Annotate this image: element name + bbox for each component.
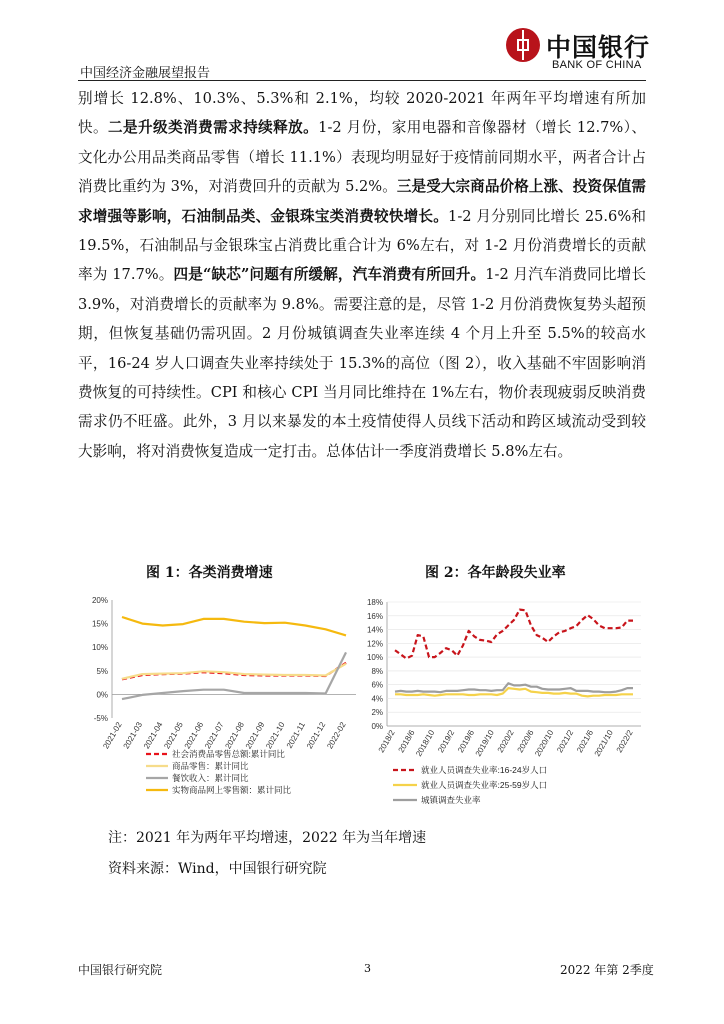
y-tick-label: 15% [91, 619, 108, 629]
x-tick-label: 2021-06 [182, 720, 206, 751]
x-tick-label: 2021-09 [243, 720, 267, 751]
chart-consumption-growth [86, 590, 366, 812]
legend-label: 城镇调查失业率 [421, 795, 481, 805]
legend-label: 餐饮收入：累计同比 [172, 773, 249, 783]
series-line [395, 610, 633, 659]
x-tick-label: 2019/2 [436, 728, 457, 755]
y-tick-label: 4% [371, 694, 383, 704]
y-tick-label: 16% [366, 611, 383, 621]
y-tick-label: -5% [93, 714, 108, 723]
y-tick-label: 8% [371, 666, 383, 676]
x-tick-label: 2018/2 [376, 728, 397, 755]
x-tick-label: 2018/10 [414, 728, 437, 759]
report-title: 中国经济金融展望报告 [80, 66, 211, 81]
legend-label: 商品零售：累计同比 [172, 761, 249, 771]
chart2-svg [363, 594, 653, 816]
logo-chinese-text: 中国银行 [546, 33, 651, 62]
legend-label: 就业人员调查失业率:25-59岁人口 [421, 780, 548, 790]
chart1-svg [86, 590, 366, 812]
x-tick-label: 2021-10 [264, 720, 287, 751]
x-tick-label: 2021-11 [284, 720, 308, 750]
bank-logo-icon [506, 28, 540, 62]
x-tick-label: 2021-07 [203, 720, 226, 751]
y-tick-label: 0% [371, 722, 383, 731]
x-tick-label: 2022/2 [614, 728, 635, 755]
figure-note: 注：2021 年为两年平均增速，2022 年为当年增速 [108, 830, 427, 846]
y-tick-label: 12% [366, 639, 383, 649]
header-rule [78, 80, 646, 81]
x-tick-label: 2020/10 [533, 728, 556, 759]
y-tick-label: 10% [366, 653, 383, 663]
bank-logo [506, 26, 651, 78]
series-line [122, 663, 346, 680]
data-source: 资料来源：Wind，中国银行研究院 [108, 861, 327, 877]
logo-english-text: BANK OF CHINA [552, 59, 642, 71]
x-tick-label: 2020/2 [495, 728, 516, 755]
x-tick-label: 2020/6 [515, 728, 536, 755]
legend-label: 社会消费品零售总额:累计同比 [172, 749, 285, 759]
x-tick-label: 2018/6 [396, 728, 417, 755]
legend-label: 实物商品网上零售额：累计同比 [172, 785, 292, 795]
series-line [122, 617, 346, 635]
body-paragraph: 别增长 12.8%、10.3%、5.3%和 2.1%，均较 2020-2021 年两年平均增速有所加快。二是升级类消费需求持续释放。1-2 月份，家用电器和音像器材（增长 12.7%）、文化办公用品类商品零售（增长 11.1%）表现均明显好于疫情前同期水平，两者合计占消费比重约为 3%，对消费回升的贡献为 5.2%。三是受大宗商品价格上涨、投资保值需求增强等影响，石油制品类、金银珠宝类消费较快增长。1-2 月分别同比增长 25.6%和 19.5%，石油制品与金银珠宝占消费比重合计为 6%左右，对 1-2 月份消费增长的贡献率为 17.7%。四是“缺芯”问题有所缓解，汽车消费有所回升。1-2 月汽车消费同比增长 3.9%，对消费增长的贡献率为 9.8%。需要注意的是，尽管 1-2 月份消费恢复势头超预期，但恢复基础仍需巩固。2 月份城镇调查失业率连续 4 个月上升至 5.5%的较高水平，16-24 岁人口调查失业率持续处于 15.3%的高位（图 2），收入基础不牢固影响消费恢复的可持续性。CPI 和核心 CPI 当月同比维持在 1%左右，物价表现疲弱反映消费需求仍不旺盛。此外，3 月以来暴发的本土疫情使得人员线下活动和跨区域流动受到较大影响，将对消费恢复造成一定打击。总体估计一季度消费增长 5.8%左右。 [78, 90, 646, 460]
body-text [78, 84, 646, 466]
y-tick-label: 2% [371, 708, 383, 718]
y-tick-label: 14% [366, 625, 383, 635]
legend-label: 就业人员调查失业率:16-24岁人口 [421, 765, 548, 775]
y-tick-label: 20% [91, 596, 108, 605]
x-tick-label: 2021/6 [575, 728, 596, 755]
x-tick-label: 2021/2 [555, 728, 576, 755]
series-line [122, 664, 346, 679]
figure2-title: 图 2：各年龄段失业率 [425, 565, 566, 581]
x-tick-label: 2021-02 [101, 720, 124, 751]
footer-institute: 中国银行研究院 [78, 963, 163, 977]
x-tick-label: 2021/10 [592, 728, 615, 759]
y-tick-label: 0% [96, 690, 108, 700]
x-tick-label: 2019/10 [473, 728, 496, 759]
x-tick-label: 2021-03 [121, 720, 145, 751]
y-tick-label: 10% [91, 643, 108, 653]
x-tick-label: 2021-12 [304, 720, 328, 751]
y-tick-label: 5% [96, 666, 108, 676]
x-tick-label: 2021-04 [141, 720, 165, 751]
chart-unemployment [363, 594, 653, 816]
x-tick-label: 2022-02 [325, 720, 348, 751]
figure1-title: 图 1：各类消费增速 [146, 565, 273, 581]
x-tick-label: 2021-05 [162, 720, 185, 751]
page-number: 3 [364, 962, 371, 975]
x-tick-label: 2021-08 [223, 720, 246, 751]
y-tick-label: 18% [366, 598, 383, 607]
y-tick-label: 6% [371, 680, 383, 690]
footer-quarter: 2022 年第 2季度 [560, 963, 654, 977]
x-tick-label: 2019/6 [456, 728, 477, 755]
